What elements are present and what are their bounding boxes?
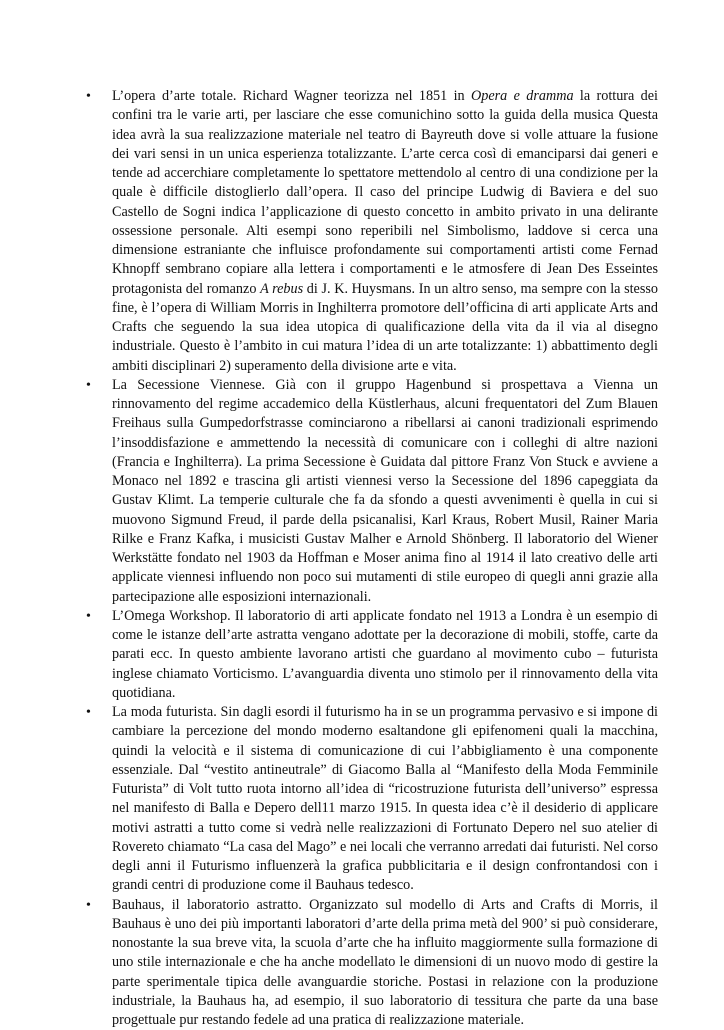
- bullet-icon: •: [86, 376, 98, 395]
- paragraph-text: La Secessione Viennese. Già con il gruppo Hagenbund si prospettava a Vienna un rinnovamento del regime accademico della Küstlerhaus, alcuni frequentatori del Zum Blauen Freihaus sulla Gumpedorfstrasse cominciarono a ribellarsi ai canoni tradizionali esprimendo l’insoddisfazione e ammettendo la necessità di comunicare con i colleghi di altre nazioni (Francia e Inghilterra). La prima Secessione è Guidata dal pittore Franz Von Stuck e avviene a Monaco nel 1892 e trascina gli artisti viennesi verso la Secessione del 1896 capeggiata da Gustav Klimt. La temperie culturale che fa da sfondo a questi avvenimenti è quella in cui si muovono Sigmund Freud, il parde della psicanalisi, Karl Kraus, Robert Musil, Rainer Maria Rilke e Franz Kafka, i musicisti Gustav Malher e Arnold Shönberg. Il laboratorio del Wiener Werkstätte fondato nel 1903 da Hoffman e Moser anima fino al 1914 il lato creativo delle arti applicate viennesi influendo non poco sui mutamenti di stile europeo di quegli anni grazie alla partecipazione alle esposizioni internazionali.: [112, 376, 658, 607]
- paragraph-text: Bauhaus, il laboratorio astratto. Organizzato sul modello di Arts and Crafts di Morris, il Bauhaus è uno dei più importanti laboratori d’arte della prima metà del 900’ si può considerare, nonostante la sua breve vita, la scuola d’arte che ha influito maggiormente sulla formazione di uno stile internazionale e che ha anche modellato le dimensioni di un nuovo modo di gestire la parte sperimentale tipica delle avanguardie storiche. Postasi in relazione con la produzione industriale, la Bauhaus ha, ad esempio, il suo laboratorio di tessitura che parte da una base progettuale pur restando fedele ad una pratica di realizzazione materiale.: [112, 896, 658, 1030]
- list-item: [86, 376, 658, 607]
- list-item: [86, 703, 658, 896]
- list-item: [86, 896, 658, 1030]
- paragraph-text: La moda futurista. Sin dagli esordi il futurismo ha in se un programma pervasivo e si impone di cambiare la percezione del mondo moderno esaltandone gli epifenomeni quali la macchina, quindi la velocità e il sistema di comunicazione di cui l’abbigliamento è una componente essenziale. Dal “vestito antineutrale” di Giacomo Balla al “Manifesto della Moda Femminile Futurista” di Volt tutto ruota intorno all’idea di “ricostruzione futurista dell’universo” espressa nel manifesto di Balla e Depero dell11 marzo 1915. In questa idea c’è il desiderio di applicare motivi astratti a tutto come si vedrà nelle realizzazioni di Fortunato Depero nel suo atelier di Rovereto chiamato “La casa del Mago” e nei locali che verranno arredati dai futuristi. Nel corso degli anni il Futurismo influenzerà la grafica pubblicitaria e il design confrontandosi con i grandi centri di produzione come il Bauhaus tedesco.: [112, 703, 658, 896]
- bullet-icon: •: [86, 703, 98, 722]
- paragraph-text: L’opera d’arte totale. Richard Wagner teorizza nel 1851 in Opera e dramma la rottura dei confini tra le varie arti, per lasciare che esse comunichino sotto la guida della musica Questa idea avrà la sua realizzazione materiale nel teatro di Bayreuth dove si volle attuare la fusione dei vari sensi in un unica esperienza totalizzante. L’arte cerca così di emanciparsi dai generi e tende ad accerchiare completamente lo spettatore mettendolo al centro di una condizione per la quale è difficile distoglierlo dall’opera. Il caso del principe Ludwig di Baviera e del suo Castello de Sogni indica l’applicazione di questo concetto in ambito privato in una delirante ossessione personale. Alti esempi sono reperibili nel Simbolismo, laddove si cerca una dimensione estraniante che influisce profondamente sui comportamenti artisti come Fernad Khnopff sembrano copiare alla lettera i comportamenti e le atmosfere di Jean Des Esseintes protagonista del romanzo A rebus di J. K. Huysmans. In un altro senso, ma sempre con la stesso fine, è l’opera di William Morris in Inghilterra promotore dell’officina di arti applicate Arts and Crafts che seguendo la sua idea utopica di qualificazione della vita da il via al disegno industriale. Questo è l’ambito in cui matura l’idea di un arte totalizzante: 1) abbattimento degli ambiti disciplinari 2) superamento della divisione arte e vita.: [112, 87, 658, 376]
- bullet-list: [86, 87, 658, 1030]
- list-item: [86, 87, 658, 376]
- bullet-icon: •: [86, 896, 98, 915]
- italic-title: A rebus: [260, 281, 303, 297]
- paragraph-text: L’Omega Workshop. Il laboratorio di arti applicate fondato nel 1913 a Londra è un esempio di come le istanze dell’arte astratta vengano adottate per la decorazione di mobili, stoffe, carte da parati ecc. In questo ambiente lavorano artisti che guardano al movimento cubo – futurista inglese chiamato Vorticismo. L’avanguardia diventa uno stimolo per il rinnovamento della vita quotidiana.: [112, 607, 658, 703]
- bullet-icon: •: [86, 607, 98, 626]
- list-item: [86, 607, 658, 703]
- italic-title: Opera e dramma: [471, 88, 574, 104]
- bullet-icon: •: [86, 87, 98, 106]
